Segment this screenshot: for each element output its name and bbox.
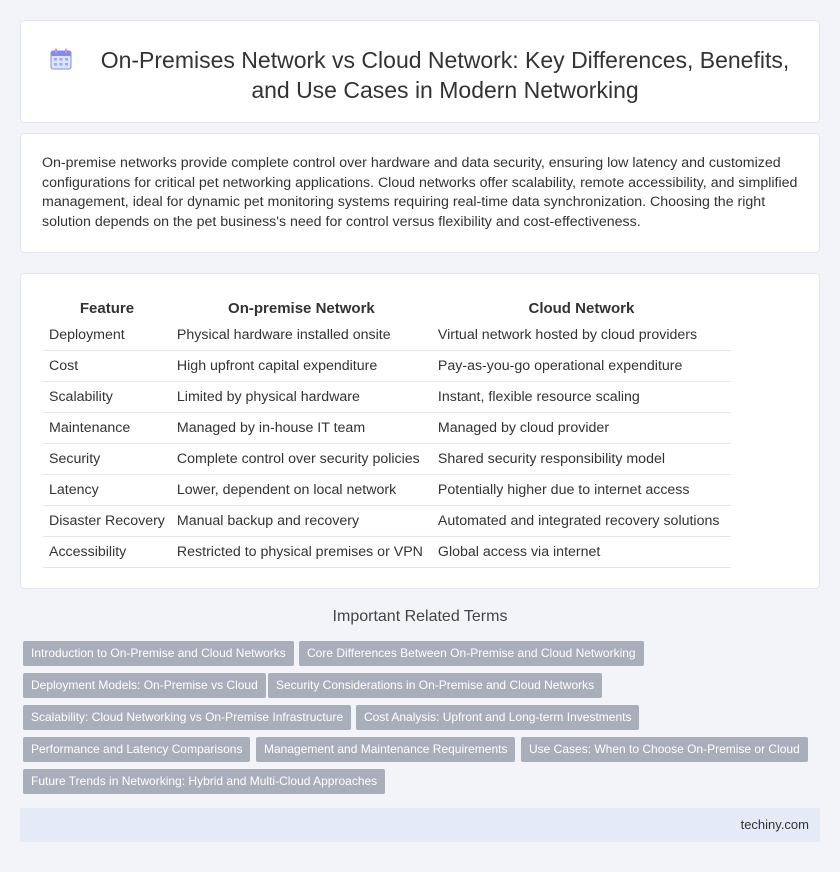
- table-cell: Security: [43, 444, 171, 475]
- related-term-tag[interactable]: Scalability: Cloud Networking vs On-Premise Infrastructure: [23, 705, 351, 730]
- table-row: [43, 320, 731, 351]
- table-cell: Potentially higher due to internet access: [432, 475, 731, 506]
- comparison-table: [43, 294, 731, 568]
- page-title: On-Premises Network vs Cloud Network: Key Differences, Benefits, and Use Cases in Modern Networking: [100, 47, 790, 103]
- related-term-tag[interactable]: Cost Analysis: Upfront and Long-term Investments: [356, 705, 639, 730]
- table-row: [43, 537, 731, 568]
- table-cell: Latency: [43, 475, 171, 506]
- summary-card: [20, 133, 820, 253]
- table-cell: Automated and integrated recovery solutions: [432, 506, 731, 537]
- related-term-tag[interactable]: Use Cases: When to Choose On-Premise or Cloud: [521, 737, 808, 762]
- table-cell: Instant, flexible resource scaling: [432, 382, 731, 413]
- table-header-row: [43, 294, 731, 320]
- column-header-on-premise: On-premise Network: [228, 300, 375, 317]
- table-cell: Cost: [43, 351, 171, 382]
- table-cell: Deployment: [43, 320, 171, 351]
- table-row: [43, 413, 731, 444]
- comparison-table-card: [20, 273, 820, 589]
- related-term-tag[interactable]: Future Trends in Networking: Hybrid and Multi-Cloud Approaches: [23, 769, 385, 794]
- table-cell: Manual backup and recovery: [171, 506, 432, 537]
- table-row: [43, 351, 731, 382]
- table-cell: Lower, dependent on local network: [171, 475, 432, 506]
- table-row: [43, 475, 731, 506]
- related-term-tag[interactable]: Introduction to On-Premise and Cloud Networks: [23, 641, 294, 666]
- related-terms-heading: Important Related Terms: [332, 608, 508, 625]
- table-cell: Accessibility: [43, 537, 171, 568]
- footer-site-link[interactable]: techiny.com: [740, 817, 809, 832]
- table-row: [43, 444, 731, 475]
- table-cell: Restricted to physical premises or VPN: [171, 537, 432, 568]
- summary-text: On-premise networks provide complete control over hardware and data security, ensuring low latency and customized configurations for critical pet networking applications. Cloud networks offer scalability, remote accessibility, and simplified management, ideal for dynamic pet monitoring systems requiring real-time data synchronization. Choosing the right solution depends on the pet business's need for control versus flexibility and cost-effectiveness.: [42, 155, 798, 230]
- related-term-tag[interactable]: Core Differences Between On-Premise and Cloud Networking: [299, 641, 644, 666]
- table-cell: High upfront capital expenditure: [171, 351, 432, 382]
- table-cell: Maintenance: [43, 413, 171, 444]
- title-card: [20, 20, 820, 123]
- table-cell: Scalability: [43, 382, 171, 413]
- related-term-tag[interactable]: Security Considerations in On-Premise and Cloud Networks: [268, 673, 602, 698]
- table-cell: Virtual network hosted by cloud providers: [432, 320, 731, 351]
- related-term-tag[interactable]: Performance and Latency Comparisons: [23, 737, 250, 762]
- column-header-feature: Feature: [79, 300, 135, 317]
- calendar-icon: [49, 47, 73, 71]
- footer: [20, 808, 820, 842]
- related-term-tag[interactable]: Deployment Models: On-Premise vs Cloud: [23, 673, 266, 698]
- column-header-cloud: Cloud Network: [528, 300, 635, 317]
- table-row: [43, 382, 731, 413]
- table-cell: Physical hardware installed onsite: [171, 320, 432, 351]
- table-cell: Shared security responsibility model: [432, 444, 731, 475]
- related-term-tag[interactable]: Management and Maintenance Requirements: [256, 737, 515, 762]
- table-cell: Limited by physical hardware: [171, 382, 432, 413]
- table-cell: Global access via internet: [432, 537, 731, 568]
- table-cell: Complete control over security policies: [171, 444, 432, 475]
- table-cell: Disaster Recovery: [43, 506, 171, 537]
- table-row: [43, 506, 731, 537]
- table-cell: Pay-as-you-go operational expenditure: [432, 351, 731, 382]
- table-cell: Managed by cloud provider: [432, 413, 731, 444]
- table-cell: Managed by in-house IT team: [171, 413, 432, 444]
